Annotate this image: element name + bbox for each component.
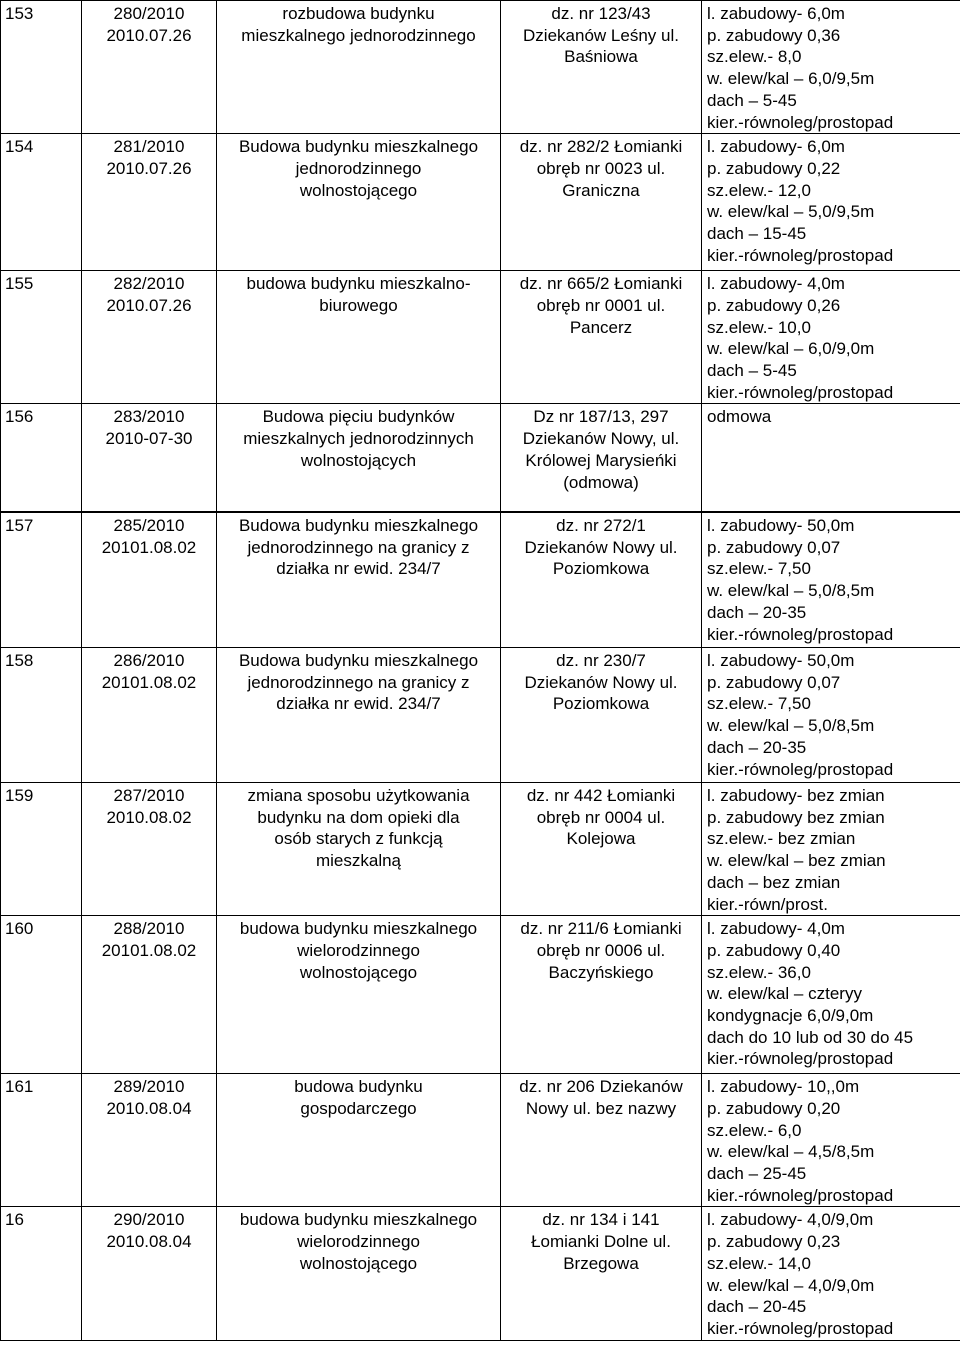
- location-line: Dziekanów Nowy ul.: [524, 672, 678, 692]
- building-conditions: [702, 648, 960, 783]
- location: [501, 134, 702, 271]
- building-conditions-line: kier.-równoleg/prostopad: [707, 382, 894, 402]
- location-line: Dz nr 187/13, 297: [533, 407, 669, 427]
- location-line: Łomianki Dolne ul.: [531, 1232, 671, 1252]
- building-conditions: [702, 1, 960, 134]
- table-row: [1, 271, 960, 404]
- row-number-value: 156: [5, 407, 34, 427]
- building-conditions-line: kier.-równoleg/prostopad: [707, 1185, 894, 1205]
- decisions-table-2: [0, 512, 960, 1341]
- building-conditions-line: l. zabudowy- bez zmian: [707, 786, 885, 805]
- building-conditions: [702, 783, 960, 916]
- building-conditions-line: p. zabudowy 0,22: [707, 158, 841, 178]
- location-line: dz. nr 123/43: [551, 4, 651, 23]
- table-row: [1, 513, 960, 648]
- building-conditions-line: sz.elew.- 6,0: [707, 1120, 802, 1140]
- location: [501, 1074, 702, 1207]
- table-row: [1, 648, 960, 783]
- building-conditions-line: l. zabudowy- 50,0m: [707, 651, 855, 670]
- building-conditions-line: p. zabudowy 0,07: [707, 537, 841, 557]
- decision-number-date-line: 2010.07.26: [106, 158, 192, 178]
- row-number: [1, 1207, 82, 1340]
- investment-description-line: budowa budynku mieszkalnego: [239, 1210, 478, 1230]
- building-conditions-line: dach – bez zmian: [707, 872, 841, 892]
- decision-number-date: [82, 1074, 217, 1207]
- decisions-table-1: [0, 0, 960, 512]
- location-line: obręb nr 0001 ul.: [536, 295, 666, 315]
- building-conditions-line: w. elew/kal – bez zmian: [707, 851, 886, 871]
- building-conditions-line: p. zabudowy bez zmian: [707, 807, 885, 827]
- decision-number-date: [82, 916, 217, 1074]
- decision-number-date-line: 20101.08.02: [101, 537, 197, 557]
- building-conditions-line: l. zabudowy- 4,0m: [707, 274, 845, 294]
- building-conditions-line: sz.elew.- bez zmian: [707, 829, 856, 849]
- decision-number-date: [82, 783, 217, 916]
- decision-number-date: [82, 1207, 217, 1340]
- building-conditions-line: w. elew/kal – 5,0/8,5m: [707, 581, 875, 601]
- investment-description-line: Budowa budynku mieszkalnego: [238, 651, 479, 670]
- building-conditions-line: sz.elew.- 14,0: [707, 1253, 811, 1273]
- building-conditions-line: dach – 15-45: [707, 224, 807, 244]
- building-conditions: [702, 1207, 960, 1340]
- building-conditions: [702, 1074, 960, 1207]
- decision-number-date-line: 2010.08.04: [106, 1232, 192, 1252]
- decision-number-date-line: 2010.08.02: [106, 807, 192, 827]
- building-conditions-line: p. zabudowy 0,20: [707, 1098, 841, 1118]
- building-conditions-line: kondygnacje 6,0/9,0m: [707, 1006, 874, 1026]
- building-conditions-line: w. elew/kal – 4,5/8,5m: [707, 1142, 875, 1162]
- location-line: Graniczna: [562, 180, 640, 200]
- location-line: dz. nr 665/2 Łomianki: [519, 274, 683, 294]
- investment-description-line: mieszkalnych jednorodzinnych: [243, 429, 474, 449]
- location-line: Baśniowa: [564, 47, 638, 67]
- table-row: [1, 404, 960, 512]
- decision-number-date-line: 285/2010: [113, 516, 185, 535]
- location-line: Poziomkowa: [552, 694, 650, 714]
- building-conditions-line: sz.elew.- 10,0: [707, 317, 811, 337]
- row-number: [1, 1, 82, 134]
- building-conditions: [702, 404, 960, 512]
- decision-number-date-line: 2010-07-30: [105, 429, 193, 449]
- decision-number-date-line: 2010.07.26: [106, 295, 192, 315]
- investment-description-line: budowa budynku mieszkalnego: [239, 919, 478, 939]
- location-line: Pancerz: [569, 317, 633, 337]
- building-conditions-line: dach – 5-45: [707, 361, 797, 381]
- building-conditions-line: w. elew/kal – 6,0/9,0m: [707, 339, 875, 359]
- investment-description-line: wolnostojącego: [299, 1253, 418, 1273]
- location-line: (odmowa): [563, 472, 639, 492]
- building-conditions: [702, 513, 960, 648]
- investment-description-line: wolnostojącego: [299, 180, 418, 200]
- location-line: Dziekanów Nowy ul.: [524, 537, 678, 557]
- investment-description-line: mieszkalną: [315, 851, 402, 871]
- decision-number-date: [82, 404, 217, 512]
- row-number: [1, 513, 82, 648]
- location-line: dz. nr 206 Dziekanów: [519, 1077, 683, 1097]
- building-conditions-line: w. elew/kal – czteryy: [707, 984, 862, 1004]
- building-conditions-line: p. zabudowy 0,40: [707, 940, 841, 960]
- building-conditions-line: l. zabudowy- 4,0/9,0m: [707, 1210, 874, 1230]
- building-conditions-line: dach – 20-35: [707, 602, 807, 622]
- table-row: [1, 134, 960, 271]
- location: [501, 916, 702, 1074]
- building-conditions-line: dach do 10 lub od 30 do 45: [707, 1027, 914, 1047]
- building-conditions-line: dach – 20-35: [707, 737, 807, 757]
- table-row: [1, 916, 960, 1074]
- investment-description-line: Budowa budynku mieszkalnego: [238, 516, 479, 535]
- row-number-value: 157: [5, 516, 34, 535]
- location-line: obręb nr 0004 ul.: [536, 807, 666, 827]
- investment-description-line: Budowa pięciu budynków: [262, 407, 455, 427]
- investment-description-line: działka nr ewid. 234/7: [276, 694, 441, 714]
- decision-number-date: [82, 134, 217, 271]
- row-number-value: 158: [5, 651, 34, 670]
- location-line: Dziekanów Leśny ul.: [523, 25, 679, 45]
- investment-description-line: zmiana sposobu użytkowania: [247, 786, 470, 805]
- building-conditions: [702, 271, 960, 404]
- location: [501, 1, 702, 134]
- investment-description: [217, 648, 501, 783]
- row-number: [1, 1074, 82, 1207]
- investment-description-line: wielorodzinnego: [297, 1232, 420, 1252]
- building-conditions-line: w. elew/kal – 5,0/9,5m: [707, 202, 875, 222]
- location-line: Królowej Marysieńki: [525, 450, 677, 470]
- table-row: [1, 1074, 960, 1207]
- building-conditions-line: dach – 5-45: [707, 90, 797, 110]
- location-line: Brzegowa: [563, 1253, 639, 1273]
- decision-number-date: [82, 513, 217, 648]
- building-conditions: [702, 916, 960, 1074]
- location-line: Nowy ul. bez nazwy: [525, 1098, 677, 1118]
- decision-number-date-line: 283/2010: [113, 407, 185, 427]
- building-conditions-line: kier.-równoleg/prostopad: [707, 112, 894, 132]
- investment-description-line: jednorodzinnego: [295, 158, 422, 178]
- investment-description: [217, 404, 501, 512]
- row-number: [1, 783, 82, 916]
- building-conditions-line: sz.elew.- 36,0: [707, 962, 811, 982]
- row-number-value: 154: [5, 137, 34, 157]
- row-number: [1, 916, 82, 1074]
- building-conditions-line: sz.elew.- 7,50: [707, 694, 811, 714]
- investment-description-line: Budowa budynku mieszkalnego: [238, 137, 479, 157]
- building-conditions-line: p. zabudowy 0,26: [707, 295, 841, 315]
- decision-number-date: [82, 271, 217, 404]
- row-number-value: 153: [5, 4, 34, 23]
- building-conditions-line: w. elew/kal – 4,0/9,0m: [707, 1275, 875, 1295]
- location-line: Kolejowa: [566, 829, 636, 849]
- investment-description: [217, 271, 501, 404]
- investment-description-line: jednorodzinnego na granicy z: [247, 537, 470, 557]
- decision-number-date-line: 2010.07.26: [106, 25, 192, 45]
- location-line: dz. nr 230/7: [556, 651, 646, 670]
- location: [501, 648, 702, 783]
- row-number-value: 159: [5, 786, 34, 805]
- location: [501, 271, 702, 404]
- decision-number-date-line: 282/2010: [113, 274, 185, 294]
- investment-description: [217, 783, 501, 916]
- row-number: [1, 648, 82, 783]
- building-conditions-line: kier.-równoleg/prostopad: [707, 1318, 894, 1338]
- decision-number-date-line: 2010.08.04: [106, 1098, 192, 1118]
- investment-description: [217, 1, 501, 134]
- investment-description: [217, 916, 501, 1074]
- location: [501, 1207, 702, 1340]
- location: [501, 513, 702, 648]
- row-number: [1, 271, 82, 404]
- building-conditions-line: kier.-równoleg/prostopad: [707, 624, 894, 644]
- decision-number-date-line: 20101.08.02: [101, 940, 197, 960]
- location-line: Poziomkowa: [552, 559, 650, 579]
- building-conditions-line: dach – 20-45: [707, 1297, 807, 1317]
- building-conditions-line: sz.elew.- 12,0: [707, 180, 811, 200]
- building-conditions-line: odmowa: [707, 407, 772, 427]
- decision-number-date-line: 289/2010: [113, 1077, 185, 1097]
- location-line: dz. nr 282/2 Łomianki: [519, 137, 683, 157]
- location: [501, 783, 702, 916]
- building-conditions-line: sz.elew.- 7,50: [707, 559, 811, 579]
- investment-description: [217, 134, 501, 271]
- investment-description-line: wolnostojących: [300, 450, 417, 470]
- investment-description-line: jednorodzinnego na granicy z: [247, 672, 470, 692]
- decision-number-date-line: 288/2010: [113, 919, 185, 939]
- investment-description: [217, 513, 501, 648]
- building-conditions-line: l. zabudowy- 50,0m: [707, 516, 855, 535]
- location-line: Baczyńskiego: [548, 962, 654, 982]
- row-number-value: 160: [5, 919, 34, 939]
- building-conditions-line: kier.-równ/prost.: [707, 894, 828, 914]
- decision-number-date-line: 290/2010: [113, 1210, 185, 1230]
- location-line: dz. nr 211/6 Łomianki: [520, 919, 682, 939]
- building-conditions-line: p. zabudowy 0,07: [707, 672, 841, 692]
- decision-number-date: [82, 1, 217, 134]
- location-line: Dziekanów Nowy, ul.: [522, 429, 680, 449]
- building-conditions-line: dach – 25-45: [707, 1164, 807, 1184]
- investment-description: [217, 1074, 501, 1207]
- investment-description-line: mieszkalnego jednorodzinnego: [241, 25, 476, 45]
- investment-description-line: gospodarczego: [300, 1098, 417, 1118]
- building-conditions-line: sz.elew.- 8,0: [707, 47, 802, 67]
- row-number: [1, 404, 82, 512]
- building-conditions-line: p. zabudowy 0,23: [707, 1232, 841, 1252]
- decision-number-date-line: 287/2010: [113, 786, 185, 805]
- decision-number-date-line: 281/2010: [113, 137, 185, 157]
- location-line: dz. nr 134 i 141: [542, 1210, 660, 1230]
- location-line: dz. nr 272/1: [556, 516, 646, 535]
- table-row: [1, 783, 960, 916]
- building-conditions-line: l. zabudowy- 4,0m: [707, 919, 845, 939]
- decision-number-date: [82, 648, 217, 783]
- building-conditions: [702, 134, 960, 271]
- investment-description-line: rozbudowa budynku: [282, 4, 435, 23]
- decision-number-date-line: 20101.08.02: [101, 672, 197, 692]
- building-conditions-line: w. elew/kal – 6,0/9,5m: [707, 69, 875, 89]
- investment-description-line: biurowego: [319, 295, 398, 315]
- row-number: [1, 134, 82, 271]
- row-number-value: 161: [5, 1077, 34, 1097]
- building-conditions-line: p. zabudowy 0,36: [707, 25, 841, 45]
- investment-description-line: wolnostojącego: [299, 962, 418, 982]
- row-number-value: 16: [5, 1210, 24, 1230]
- investment-description-line: działka nr ewid. 234/7: [276, 559, 441, 579]
- location-line: dz. nr 442 Łomianki: [526, 786, 676, 805]
- investment-description-line: osób starych z funkcją: [274, 829, 443, 849]
- investment-description-line: budowa budynku mieszkalno-: [246, 274, 471, 294]
- building-conditions-line: kier.-równoleg/prostopad: [707, 1049, 894, 1069]
- building-conditions-line: kier.-równoleg/prostopad: [707, 759, 894, 779]
- location: [501, 404, 702, 512]
- location-line: obręb nr 0006 ul.: [536, 940, 666, 960]
- investment-description-line: wielorodzinnego: [297, 940, 420, 960]
- decision-number-date-line: 286/2010: [113, 651, 185, 670]
- location-line: obręb nr 0023 ul.: [536, 158, 666, 178]
- investment-description-line: budynku na dom opieki dla: [257, 807, 460, 827]
- table-row: [1, 1, 960, 134]
- building-conditions-line: kier.-równoleg/prostopad: [707, 245, 894, 265]
- investment-description: [217, 1207, 501, 1340]
- investment-description-line: budowa budynku: [294, 1077, 423, 1097]
- row-number-value: 155: [5, 274, 34, 294]
- building-conditions-line: l. zabudowy- 10,,0m: [707, 1077, 860, 1097]
- decision-number-date-line: 280/2010: [113, 4, 185, 23]
- building-conditions-line: l. zabudowy- 6,0m: [707, 137, 845, 157]
- building-conditions-line: l. zabudowy- 6,0m: [707, 4, 845, 23]
- table-row: [1, 1207, 960, 1340]
- building-conditions-line: w. elew/kal – 5,0/8,5m: [707, 716, 875, 736]
